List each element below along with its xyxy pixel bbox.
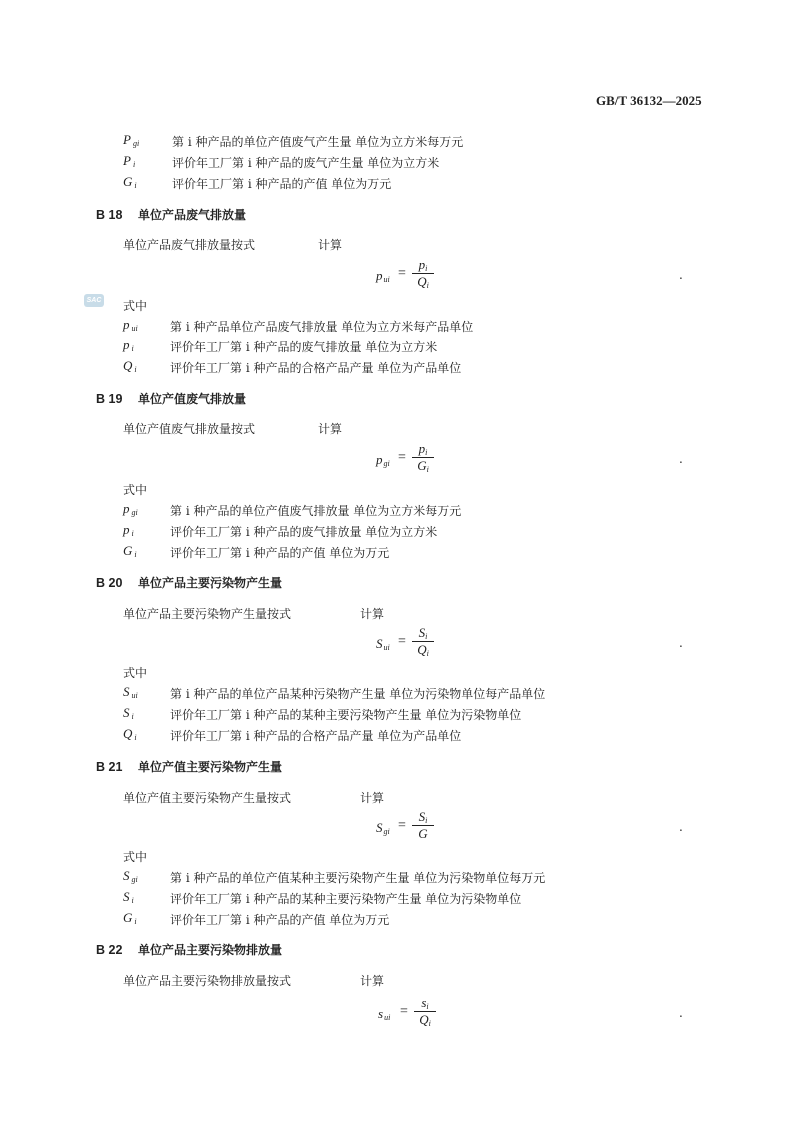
where-label: 式中 (123, 299, 148, 313)
symbol: S $_{gi}$ (123, 868, 138, 884)
calc-label: 计算 (360, 607, 385, 621)
definition-text: 评价年工厂第 i 种产品的产值 单位为万元 (170, 546, 390, 560)
formula-b18: $p_{ui}$ = $p_i$ $Q_i$ (376, 258, 446, 292)
symbol: Q $_i$ (123, 726, 137, 742)
calc-label: 计算 (360, 974, 385, 988)
section-heading-b20: B 20 单位产品主要污染物产生量 (96, 576, 283, 590)
formula-intro: 单位产品主要污染物产生量按式 (123, 607, 292, 621)
symbol-pi: P $_i$ (123, 153, 136, 169)
where-label: 式中 (123, 666, 148, 680)
section-heading-b18: B 18 单位产品废气排放量 (96, 208, 247, 222)
symbol-gi: G $_i$ (123, 174, 137, 190)
watermark-logo: SAC (84, 294, 104, 307)
definition-text: 评价年工厂第 i 种产品的废气排放量 单位为立方米 (170, 525, 438, 539)
symbol: p $_i$ (123, 337, 134, 353)
where-label: 式中 (123, 850, 148, 864)
equation-end-dot: . (679, 452, 683, 466)
symbol: S $_i$ (123, 889, 134, 905)
formula-intro: 单位产值主要污染物产生量按式 (123, 791, 292, 805)
symbol: p $_i$ (123, 522, 134, 538)
definition-text: 第 i 种产品的单位产值废气排放量 单位为立方米每万元 (170, 504, 462, 518)
formula-b21: $S_{gi}$ = $S_i$ G (376, 810, 446, 844)
formula-b20: $S_{ui}$ = $S_i$ $Q_i$ (376, 626, 446, 660)
definition-text: 评价年工厂第 i 种产品的某种主要污染物产生量 单位为污染物单位 (170, 892, 522, 906)
symbol: p $_{ui}$ (123, 317, 138, 333)
definition-text: 第 i 种产品的单位产值废气产生量 单位为立方米每万元 (172, 135, 464, 149)
definition-text: 评价年工厂第 i 种产品的废气排放量 单位为立方米 (170, 340, 438, 354)
definition-text: 评价年工厂第 i 种产品的废气产生量 单位为立方米 (172, 156, 440, 170)
symbol: p $_{gi}$ (123, 501, 138, 517)
definition-text: 第 i 种产品的单位产值某种主要污染物产生量 单位为污染物单位每万元 (170, 871, 546, 885)
symbol-pgi: P $_{gi}$ (123, 132, 140, 148)
formula-intro: 单位产品主要污染物排放量按式 (123, 974, 292, 988)
formula-intro: 单位产品废气排放量按式 (123, 238, 256, 252)
equation-end-dot: . (679, 268, 683, 282)
equation-end-dot: . (679, 636, 683, 650)
symbol: G $_i$ (123, 910, 137, 926)
formula-b19: $p_{gi}$ = $p_i$ $G_i$ (376, 442, 446, 476)
definition-text: 第 i 种产品的单位产品某种污染物产生量 单位为污染物单位每产品单位 (170, 687, 546, 701)
calc-label: 计算 (318, 238, 343, 252)
where-label: 式中 (123, 483, 148, 497)
formula-intro: 单位产值废气排放量按式 (123, 422, 256, 436)
definition-text: 评价年工厂第 i 种产品的合格产品产量 单位为产品单位 (170, 729, 462, 743)
symbol: Q $_i$ (123, 358, 137, 374)
symbol: G $_i$ (123, 543, 137, 559)
section-heading-b19: B 19 单位产值废气排放量 (96, 392, 247, 406)
calc-label: 计算 (360, 791, 385, 805)
standard-code: GB/T 36132—2025 (596, 93, 702, 108)
definition-text: 评价年工厂第 i 种产品的产值 单位为万元 (170, 913, 390, 927)
definition-text: 评价年工厂第 i 种产品的某种主要污染物产生量 单位为污染物单位 (170, 708, 522, 722)
symbol: S $_i$ (123, 705, 134, 721)
calc-label: 计算 (318, 422, 343, 436)
symbol: S $_{ui}$ (123, 684, 138, 700)
section-heading-b22: B 22 单位产品主要污染物排放量 (96, 943, 283, 957)
definition-text: 评价年工厂第 i 种产品的产值 单位为万元 (172, 177, 392, 191)
definition-text: 第 i 种产品单位产品废气排放量 单位为立方米每产品单位 (170, 320, 474, 334)
formula-b22: $s_{ui}$ = $s_i$ $Q_i$ (378, 996, 448, 1030)
equation-end-dot: . (679, 820, 683, 834)
definition-text: 评价年工厂第 i 种产品的合格产品产量 单位为产品单位 (170, 361, 462, 375)
section-heading-b21: B 21 单位产值主要污染物产生量 (96, 760, 283, 774)
equation-end-dot: . (679, 1006, 683, 1020)
